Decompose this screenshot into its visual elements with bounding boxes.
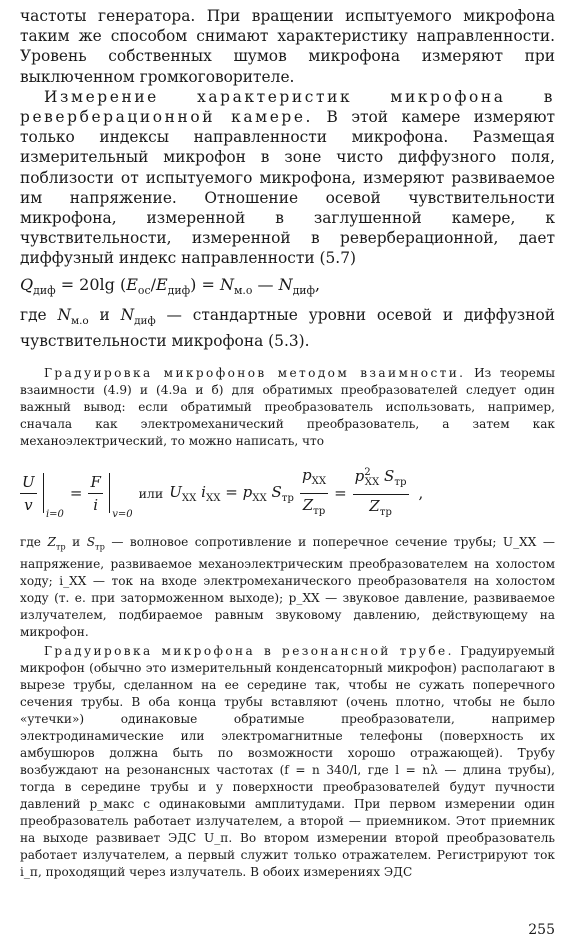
paragraph-resonant-tube (20, 643, 555, 881)
formula-diffuse-index: $Q_{диф} = 20\lg$ $(E_{ос}/E_{диф}) = N_{м.о}$ — $N_{диф}$, (20, 274, 321, 297)
paragraph-reverb-chamber (20, 87, 555, 269)
paragraph-definitions: где $Z_{тр}$ и $S_{тр}$ — волновое сопротивление и поперечное сечение трубы; U_XX — напряжение, развиваемое механоэлектрическим преобразователем на холостом ходу; i_XX — ток на входе электромеханического преобразователя на холостом ходу (т. е. при заторможенном выходе); p_XX — звуковое давление, развиваемое излучателем, подбираемое равным звуковому давлению, действующему на микрофон. (20, 535, 555, 639)
word-i: и (99, 305, 110, 324)
page-number: 255 (528, 922, 555, 938)
section-heading-reverb: Измерение характеристик микрофона в реверберационной камере. (20, 87, 555, 127)
paragraph-generator-end: частоты генератора. При вращении испытуемого микрофона таким же способом снимают характеристику направленности. Уровень собственных шумов микрофона измеряют при выключенном громкоговорителе. (20, 7, 555, 86)
paragraph-levels: где $N_{м.о}$ и $N_{диф}$ — стандартные уровни осевой и диффузной чувствительности микрофона (5.3). (20, 305, 555, 351)
section-heading-reciprocity: Градуировка микрофонов методом взаимности. (44, 366, 466, 381)
formula-reciprocity: $\frac{U}{v}$ i=0 = $\frac{F}{i}$ v=0 или $U_{XX}$ $i_{XX} = p_{XX}$ $S_{тр}$ $\frac{p_{XX}}{Z_{тр}}$ = $\frac{p^2_{XX} S_{тр}}{Z_{тр}}$ , (22, 465, 424, 521)
paragraph-reverb-body: В этой камере измеряют только индексы направленности микрофона. Размещая измерительный микрофон в зоне чисто диффузного поля, поблизости от испытуемого микрофона, измеряют развиваемое им напряжение. Отношение осевой чувствительности микрофона, измеренной в заглушенной камере, к чувствительности, измеренной в реверберационной, дает диффузный индекс направленности (5.7) (20, 108, 555, 268)
word-i-2: и (72, 535, 81, 550)
section-heading-resonant-tube: Градуировка микрофона в резонансной трубе. (44, 643, 454, 658)
paragraph-levels-body: — стандартные уровни осевой и диффузной чувствительности микрофона (5.3). (20, 305, 555, 351)
paragraph-definitions-body: — волновое сопротивление и поперечное сечение трубы; U_XX — напряжение, развиваемое механоэлектрическим преобразователем на холостом ходу; i_XX — ток на входе электромеханического преобразователя на холостом ходу (т. е. при заторможенном выходе); p_XX — звуковое давление, развиваемое излучателем, подбираемое равным звуковому давлению, действующему на микрофон. (20, 535, 555, 639)
word-gde: где (20, 305, 47, 324)
word-gde-2: где (20, 535, 41, 550)
paragraph-reciprocity-body: Из теоремы взаимности (4.9) и (4.9а и б) для обратимых преобразователей следует один важный вывод: если обратимый преобразователь использовать, например, сначала как электромеханический преобразователь, а затем как механоэлектрический, то можно написать, что (20, 366, 555, 449)
word-ili: или (138, 485, 164, 501)
paragraph-reciprocity (20, 365, 555, 450)
paragraph-resonant-tube-body: Градуируемый микрофон (обычно это измерительный конденсаторный микрофон) располагают в вырезе трубы, сделанном на ее середине так, чтобы не сужать поперечного сечения трубы. В оба конца трубы вставляют (очень плотно, чтобы не было «утечки») одинаковые обратимые преобразователи, например электродинамические или электромагнитные телефоны (поверхность их амбушюров должна быть по возможности хорошо отражающей). Трубу возбуждают на резонансных частотах (f = n 340/l, где l = nλ — длина трубы), тогда в середине трубы и у поверхности преобразователей будут пучности давлений p_макс с одинаковыми амплитудами. При первом измерении один преобразователь работает излучателем, а второй — приемником. Этот приемник на выходе развивает ЭДС U_п. Во втором измерении второй преобразователь работает излучателем, а первый служит только отражателем. Регистрируют ток i_п, проходящий через излучатель. В обоих измерениях ЭДС (20, 643, 555, 879)
